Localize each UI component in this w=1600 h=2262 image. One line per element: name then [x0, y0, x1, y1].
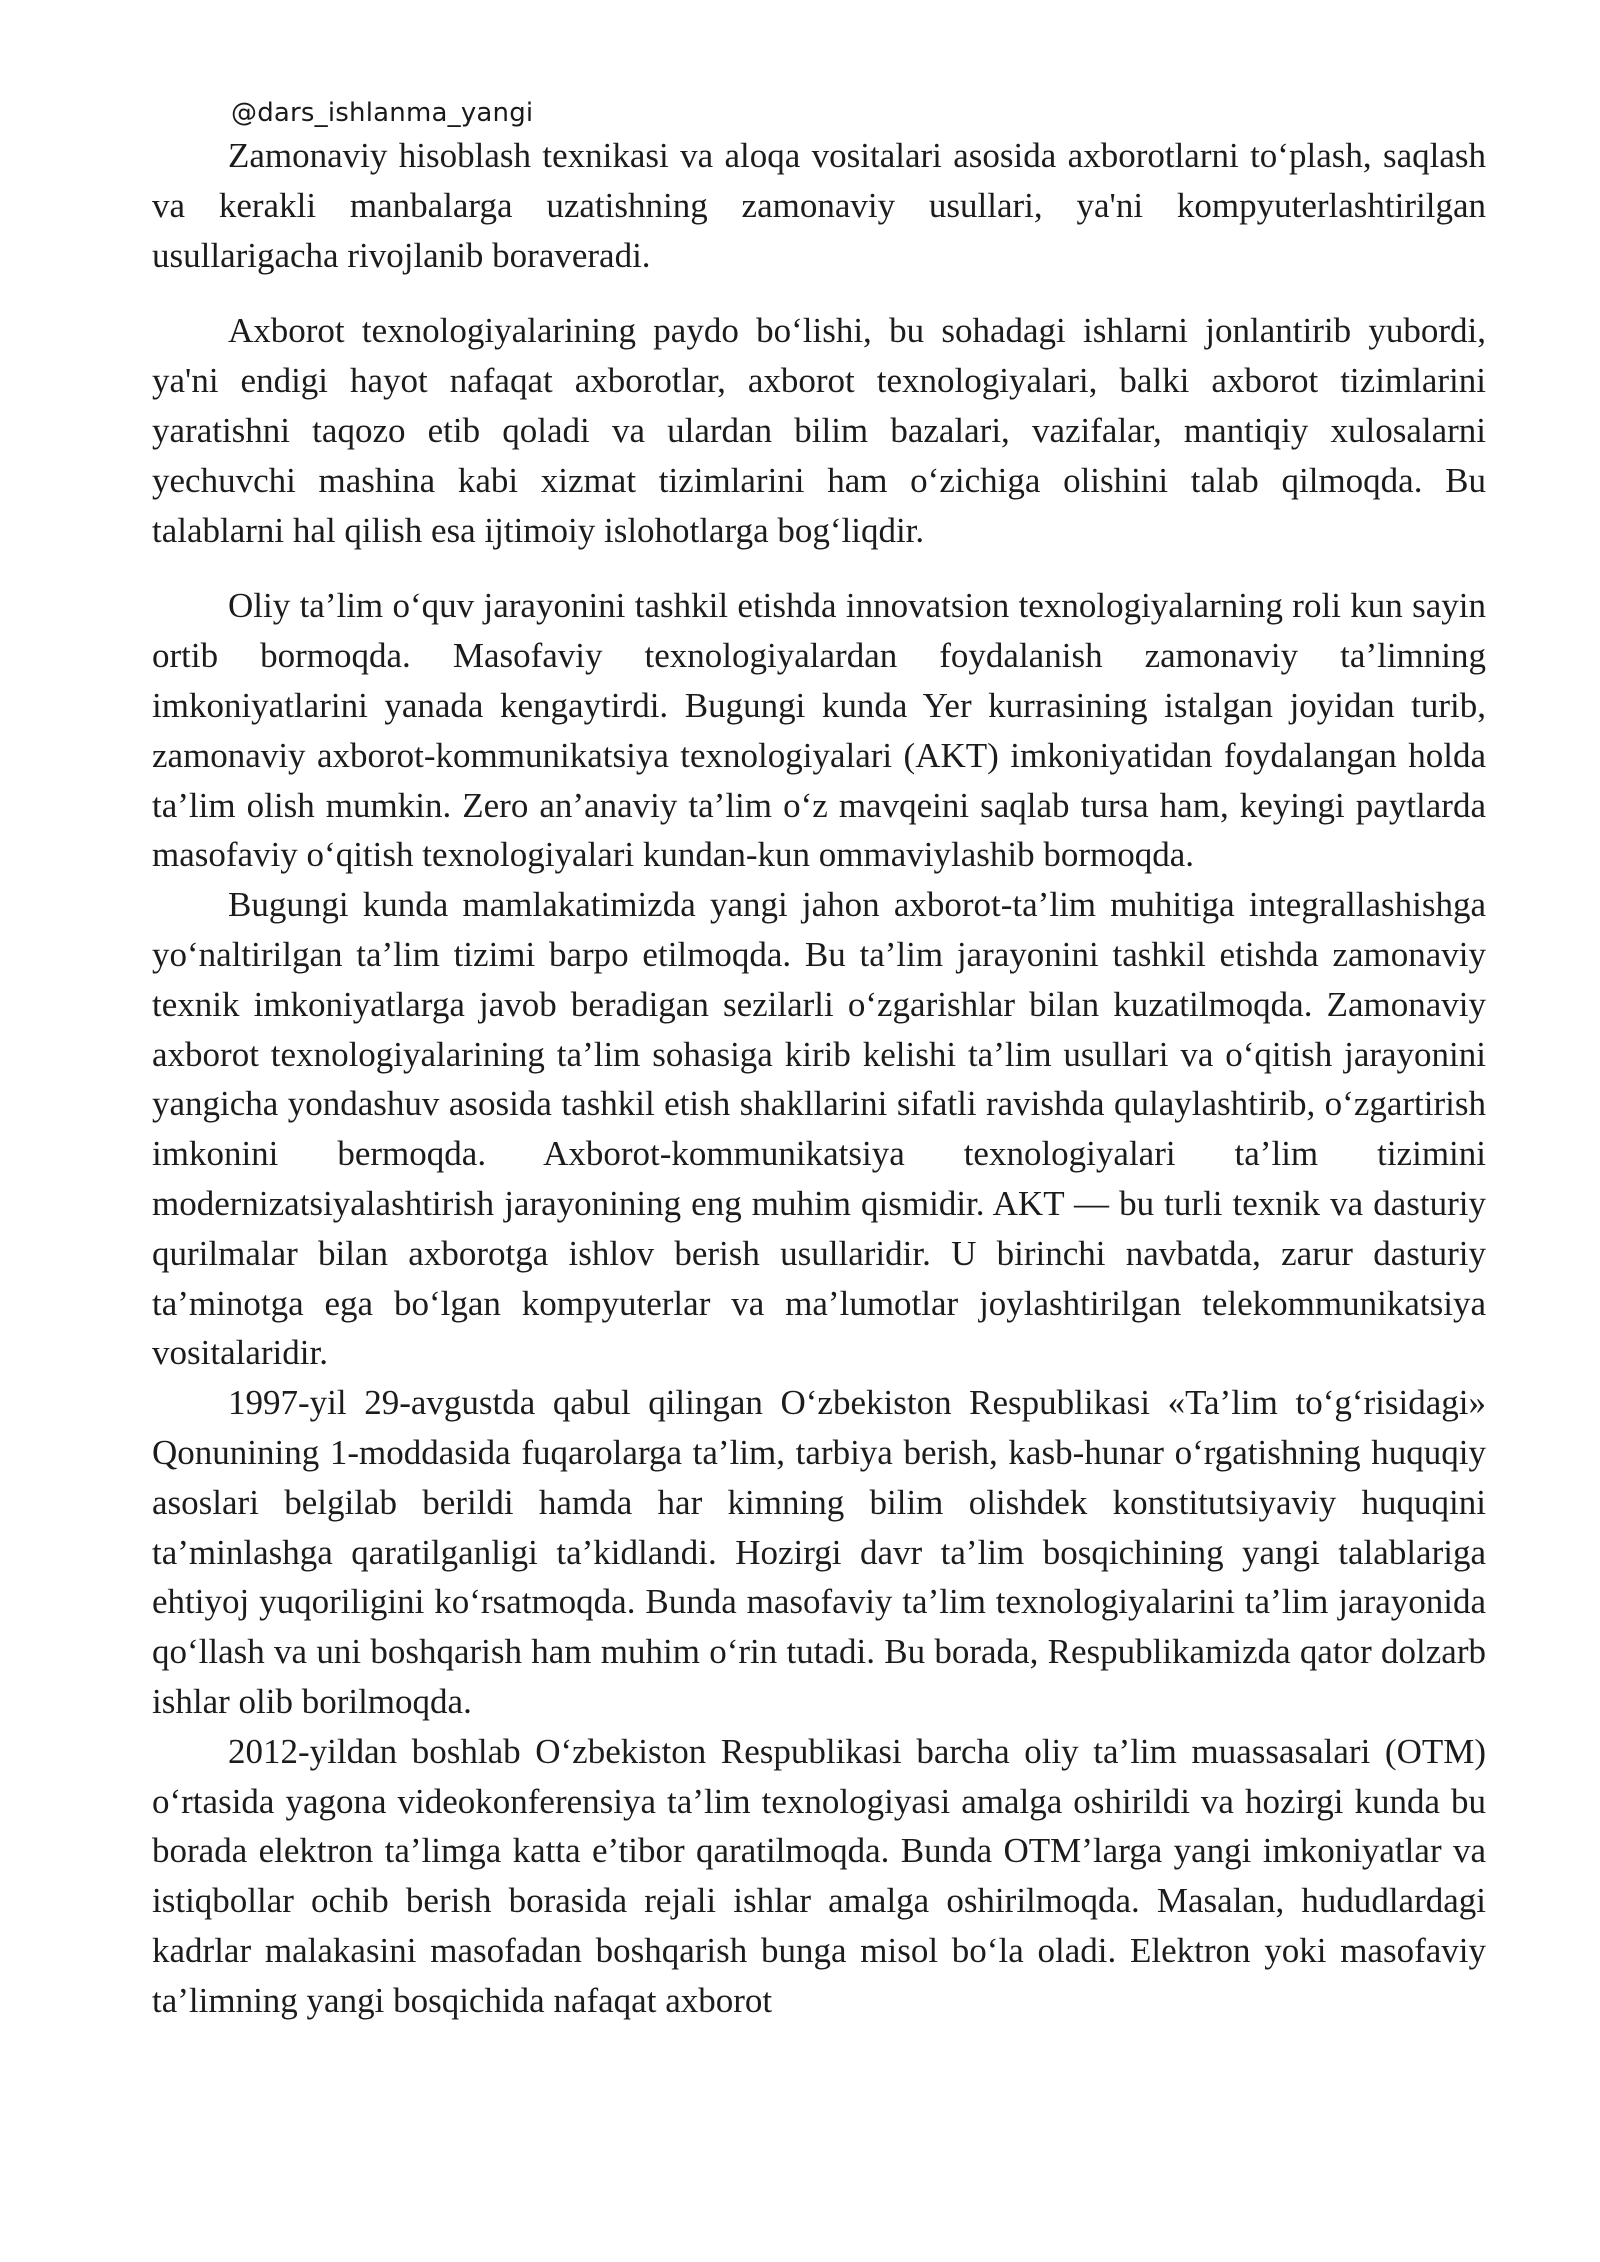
paragraph-5: 1997-yil 29-avgustda qabul qilingan O‘zbekiston Respublikasi «Ta’lim to‘g‘risidagi» Qonunining 1-moddasida fuqarolarga ta’lim, tarbiya berish, kasb-hunar o‘rgatishning huquqiy asoslari belgilab berildi hamda har kimning bilim olishdek konstitutsiyaviy huquqini ta’minlashga qaratilganligi ta’kidlandi. Hozirgi davr ta’lim bosqichining yangi talablariga ehtiyoj yuqoriligini ko‘rsatmoqda. Bunda masofaviy ta’lim texnologiyalarini ta’lim jarayonida qo‘llash va uni boshqarish ham muhim o‘rin tutadi. Bu borada, Respublikamizda qator dolzarb ishlar olib borilmoqda. — [152, 1383, 1486, 1721]
document-body — [152, 131, 1486, 2025]
watermark-handle: @dars_ishlanma_yangi — [231, 98, 534, 128]
paragraph-6: 2012-yildan boshlab O‘zbekiston Respublikasi barcha oliy ta’lim muassasalari (OTM) o‘rtasida yagona videokonferensiya ta’lim texnologiyasi amalga oshirildi va hozirgi kunda bu borada elektron ta’limga katta e’tibor qaratilmoqda. Bunda OTM’larga yangi imkoniyatlar va istiqbollar ochib berish borasida rejali ishlar amalga oshirilmoqda. Masalan, hududlardagi kadrlar malakasini masofadan boshqarish bunga misol bo‘la oladi. Elektron yoki masofaviy ta’limning yangi bosqichida nafaqat axborot — [152, 1731, 1486, 2020]
paragraph-1: Zamonaviy hisoblash texnikasi va aloqa vositalari asosida axborotlarni to‘plash, saqlash va kerakli manbalarga uzatishning zamonaviy usullari, ya'ni kompyuterlashtirilgan usullarigacha rivojlanib boraveradi. — [152, 136, 1486, 275]
paragraph-3: Oliy ta’lim o‘quv jarayonini tashkil etishda innovatsion texnologiyalarning roli kun sayin ortib bormoqda. Masofaviy texnologiyalardan foydalanish zamonaviy ta’limning imkoniyatlarini yanada kengaytirdi. Bugungi kunda Yer kurrasining istalgan joyidan turib, zamonaviy axborot-kommunikatsiya texnologiyalari (AKT) imkoniyatidan foydalangan holda ta’lim olish mumkin. Zero an’anaviy ta’lim o‘z mavqeini saqlab tursa ham, keyingi paytlarda masofaviy o‘qitish texnologiyalari kundan-kun ommaviylashib bormoqda. — [152, 586, 1486, 875]
paragraph-2: Axborot texnologiyalarining paydo bo‘lishi, bu sohadagi ishlarni jonlantirib yubordi, ya'ni endigi hayot nafaqat axborotlar, axborot texnologiyalari, balki axborot tizimlarini yaratishni taqozo etib qoladi va ulardan bilim bazalari, vazifalar, mantiqiy xulosalarni yechuvchi mashina kabi xizmat tizimlarini ham o‘zichiga olishini talab qilmoqda. Bu talablarni hal qilish esa ijtimoiy islohotlarga bog‘liqdir. — [152, 311, 1486, 550]
paragraph-4: Bugungi kunda mamlakatimizda yangi jahon axborot-ta’lim muhitiga integrallashishga yo‘naltirilgan ta’lim tizimi barpo etilmoqda. Bu ta’lim jarayonini tashkil etishda zamonaviy texnik imkoniyatlarga javob beradigan sezilarli o‘zgarishlar bilan kuzatilmoqda. Zamonaviy axborot texnologiyalarining ta’lim sohasiga kirib kelishi ta’lim usullari va o‘qitish jarayonini yangicha yondashuv asosida tashkil etish shakllarini sifatli ravishda qulaylashtirib, o‘zgartirish imkonini bermoqda. Axborot-kommunikatsiya texnologiyalari ta’lim tizimini modernizatsiyalashtirish jarayonining eng muhim qismidir. AKT — bu turli texnik va dasturiy qurilmalar bilan axborotga ishlov berish usullaridir. U birinchi navbatda, zarur dasturiy ta’minotga ega bo‘lgan kompyuterlar va ma’lumotlar joylashtirilgan telekommunikatsiya vositalaridir. — [152, 885, 1486, 1373]
